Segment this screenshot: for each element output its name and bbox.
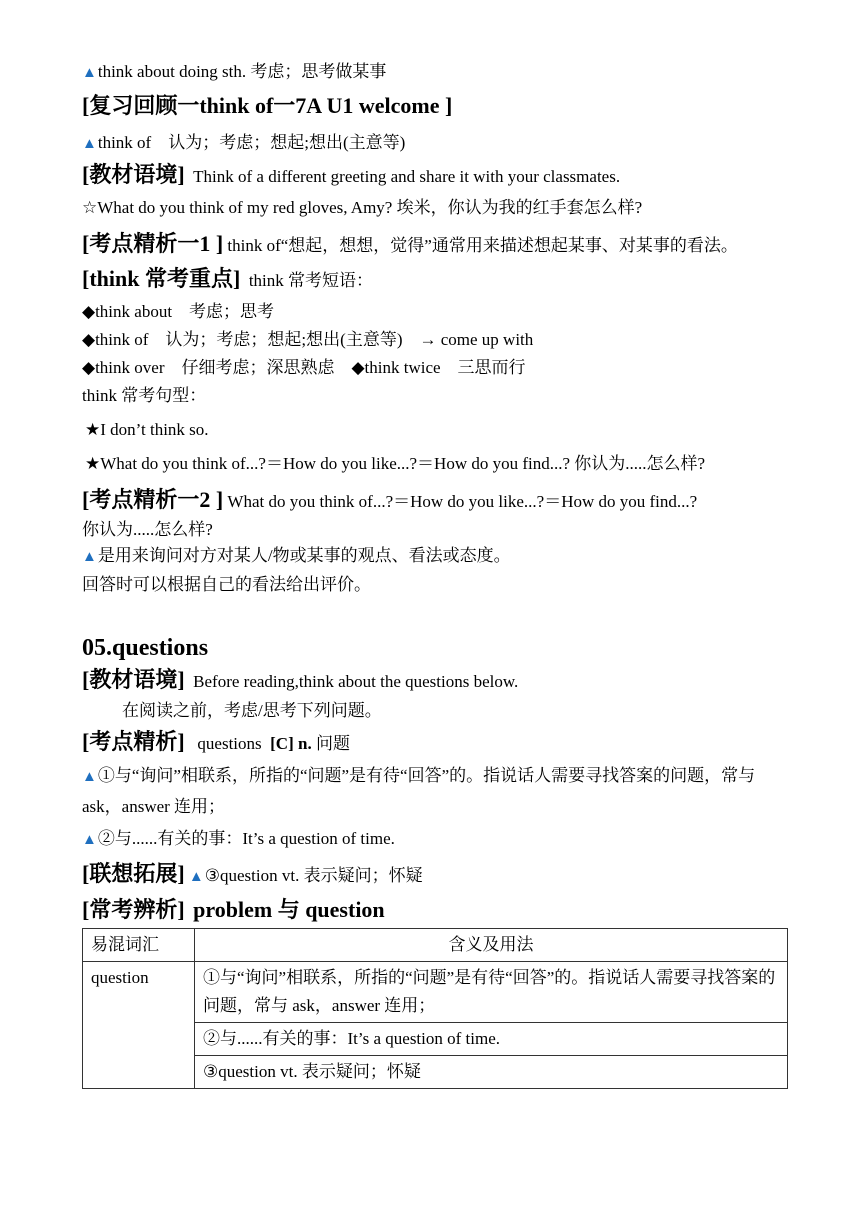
key-point-1 <box>82 228 788 262</box>
key-point-2-cn: 你认为.....怎么样? <box>82 520 213 539</box>
phrase-think-over: ◆think over 仔细考虑；深思熟虑 ◆think twice 三思而行 <box>82 358 526 377</box>
questions-pos: [C] n. <box>270 734 312 753</box>
context-text: Think of a different greeting and share it with your classmates. <box>193 167 621 186</box>
meaning-2: ▲②与......有关的事：It’s a question of time. <box>82 829 395 848</box>
table-cell: ②与......有关的事：It’s a question of time. <box>195 1023 788 1056</box>
table-row <box>83 962 788 1023</box>
differentiation-label: [常考辨析] <box>82 897 185 922</box>
questions-word: questions <box>197 734 262 753</box>
think-about-doing-line: ▲think about doing sth. 考虑；思考做某事 <box>82 62 387 81</box>
triangle-icon: ▲ <box>82 136 97 152</box>
key-point-2 <box>82 484 788 518</box>
table-header-row <box>83 929 788 962</box>
example-sentence: ☆What do you think of my red gloves, Amy? 埃米，你认为我的红手套怎么样? <box>82 198 643 217</box>
textbook-context <box>82 158 788 194</box>
table-cell: ①与“询问”相联系，所指的“问题”是有待“回答”的。指说话人需要寻找答案的问题，常与 ask，answer 连用； <box>195 962 788 1023</box>
questions-key-label: [考点精析] <box>82 729 185 754</box>
triangle-icon: ▲ <box>82 549 97 565</box>
questions-context <box>82 665 788 697</box>
association-text: ③question vt. 表示疑问；怀疑 <box>204 866 423 885</box>
table-header-cell: 易混词汇 <box>83 929 195 962</box>
table-header-cell: 含义及用法 <box>195 929 788 962</box>
usage-note-1: ▲是用来询问对方对某人/物或某事的观点、看法或态度。 <box>82 546 511 565</box>
questions-key-point <box>82 725 788 761</box>
document-page <box>82 58 788 1089</box>
questions-context-text: Before reading,think about the questions below. <box>193 672 519 691</box>
section-title-questions: 05.questions <box>82 635 209 661</box>
usage-note-2: 回答时可以根据自己的看法给出评价。 <box>82 575 371 594</box>
think-key-text: think 常考短语： <box>248 271 374 290</box>
key-point-1-text: think of“想起，想想，觉得”通常用来描述想起某事、对某事的看法。 <box>227 236 738 255</box>
table-cell: ③question vt. 表示疑问；怀疑 <box>195 1056 788 1089</box>
triangle-icon: ▲ <box>82 832 97 848</box>
differentiation-text: problem 与 question <box>193 897 385 922</box>
triangle-icon: ▲ <box>188 869 204 885</box>
review-heading: [复习回顾一think of一7A U1 welcome ] <box>82 93 453 118</box>
association-label: [联想拓展] <box>82 861 185 886</box>
questions-context-label: [教材语境] <box>82 667 185 692</box>
association-extension <box>82 857 788 894</box>
pattern-what-do-you-think: ★What do you think of...?＝How do you like...?＝How do you find...? 你认为.....怎么样? <box>85 454 706 473</box>
questions-context-cn: 在阅读之前，考虑/思考下列问题。 <box>122 701 382 720</box>
phrase-think-about: ◆think about 考虑；思考 <box>82 302 275 321</box>
table-word-cell: question <box>83 962 195 1089</box>
think-key-points <box>82 262 788 298</box>
think-of-line: ▲think of 认为；考虑；想起;想出(主意等) <box>82 133 406 152</box>
key-point-2-text: What do you think of...?＝How do you like...?＝How do you find...? <box>227 492 698 511</box>
sentence-patterns-label: think 常考句型： <box>82 386 207 405</box>
questions-cn: 问题 <box>315 734 350 753</box>
common-differentiation <box>82 894 788 928</box>
comparison-table <box>82 928 788 1089</box>
context-label: [教材语境] <box>82 162 185 187</box>
key-point-2-label: [考点精析一2 ] <box>82 487 224 512</box>
pattern-dont-think: ★I don’t think so. <box>85 420 209 439</box>
meaning-1: ▲①与“询问”相联系，所指的“问题”是有待“回答”的。指说话人需要寻找答案的问题，常与 ask，answer 连用； <box>82 766 756 816</box>
think-key-label: [think 常考重点] <box>82 266 241 291</box>
triangle-icon: ▲ <box>82 769 97 785</box>
key-point-1-label: [考点精析一1 ] <box>82 231 224 256</box>
triangle-icon: ▲ <box>82 65 97 81</box>
phrase-think-of: ◆think of 认为；考虑；想起;想出(主意等) → come up with <box>82 330 534 349</box>
